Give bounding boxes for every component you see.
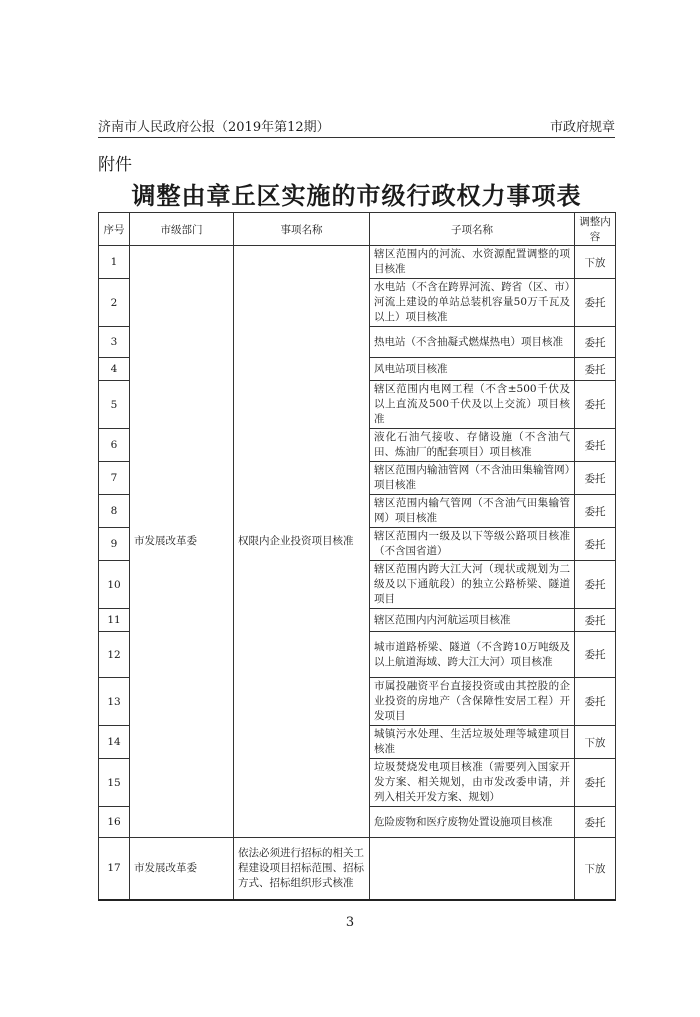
adjustment-cell: 委托 [575, 279, 616, 327]
row-number: 12 [99, 632, 130, 678]
col-header-no: 序号 [99, 213, 130, 246]
table-row [99, 838, 616, 900]
document-title: 调整由章丘区实施的市级行政权力事项表 [131, 181, 582, 210]
powers-table [98, 212, 616, 901]
subitem-cell: 辖区范围内电网工程（不含±500千伏及以上直流及500千伏及以上交流）项目核准 [370, 381, 575, 429]
subitem-cell: 热电站（不含抽凝式燃煤热电）项目核准 [370, 327, 575, 358]
subitem-cell: 垃圾焚烧发电项目核准（需要列入国家开发方案、相关规划，由市发改委申请，并列入相关开发方案、规划） [370, 759, 575, 807]
adjustment-cell: 委托 [575, 381, 616, 429]
adjustment-cell: 委托 [575, 807, 616, 838]
col-header-subitem: 子项名称 [370, 213, 575, 246]
row-number: 9 [99, 528, 130, 561]
row-number: 4 [99, 358, 130, 381]
adjustment-cell: 委托 [575, 632, 616, 678]
adjustment-cell: 委托 [575, 495, 616, 528]
header-section: 市政府规章 [549, 120, 615, 135]
subitem-cell: 辖区范围内内河航运项目核准 [370, 609, 575, 632]
adjustment-cell: 下放 [575, 838, 616, 900]
subitem-cell: 辖区范围内一级及以下等级公路项目核准（不含国省道） [370, 528, 575, 561]
col-header-adjustment: 调整内容 [575, 213, 616, 246]
row-number: 3 [99, 327, 130, 358]
subitem-cell: 辖区范围内的河流、水资源配置调整的项目核准 [370, 246, 575, 279]
row-number: 5 [99, 381, 130, 429]
subitem-cell: 城市道路桥梁、隧道（不含跨10万吨级及以上航道海域、跨大江大河）项目核准 [370, 632, 575, 678]
page-number: 3 [345, 915, 355, 930]
item-name-cell: 依法必须进行招标的相关工程建设项目招标范围、招标方式、招标组织形式核准 [234, 838, 370, 900]
row-number: 17 [99, 838, 130, 900]
subitem-cell [370, 838, 575, 900]
adjustment-cell: 委托 [575, 528, 616, 561]
adjustment-cell: 下放 [575, 246, 616, 279]
col-header-department: 市级部门 [130, 213, 234, 246]
adjustment-cell: 委托 [575, 327, 616, 358]
header-publication: 济南市人民政府公报（2019年第12期） [98, 120, 330, 135]
row-number: 15 [99, 759, 130, 807]
department-cell: 市发展改革委 [130, 246, 234, 838]
table-body [99, 246, 616, 900]
page-header [98, 113, 615, 135]
subitem-cell: 辖区范围内输油管网（不含油田集输管网）项目核准 [370, 462, 575, 495]
col-header-item: 事项名称 [234, 213, 370, 246]
item-name-cell: 权限内企业投资项目核准 [234, 246, 370, 838]
adjustment-cell: 委托 [575, 609, 616, 632]
subitem-cell: 风电站项目核准 [370, 358, 575, 381]
row-number: 7 [99, 462, 130, 495]
subitem-cell: 城镇污水处理、生活垃圾处理等城建项目核准 [370, 726, 575, 759]
subitem-cell: 水电站（不含在跨界河流、跨省（区、市）河流上建设的单站总装机容量50万千瓦及以上）项目核准 [370, 279, 575, 327]
row-number: 2 [99, 279, 130, 327]
header-rule [98, 137, 615, 138]
adjustment-cell: 委托 [575, 429, 616, 462]
table-row [99, 246, 616, 279]
subitem-cell: 危险废物和医疗废物处置设施项目核准 [370, 807, 575, 838]
adjustment-cell: 委托 [575, 759, 616, 807]
row-number: 6 [99, 429, 130, 462]
department-cell: 市发展改革委 [130, 838, 234, 900]
subitem-cell: 辖区范围内输气管网（不含油气田集输管网）项目核准 [370, 495, 575, 528]
adjustment-cell: 委托 [575, 462, 616, 495]
adjustment-cell: 委托 [575, 358, 616, 381]
row-number: 11 [99, 609, 130, 632]
adjustment-cell: 委托 [575, 561, 616, 609]
subitem-cell: 市属投融资平台直接投资或由其控股的企业投资的房地产（含保障性安居工程）开发项目 [370, 678, 575, 726]
attachment-label: 附件 [98, 155, 132, 175]
row-number: 16 [99, 807, 130, 838]
subitem-cell: 辖区范围内跨大江大河（现状或规划为二级及以下通航段）的独立公路桥梁、隧道项目 [370, 561, 575, 609]
subitem-cell: 液化石油气接收、存储设施（不含油气田、炼油厂的配套项目）项目核准 [370, 429, 575, 462]
row-number: 13 [99, 678, 130, 726]
row-number: 10 [99, 561, 130, 609]
table-header-row [99, 213, 616, 246]
row-number: 8 [99, 495, 130, 528]
adjustment-cell: 委托 [575, 678, 616, 726]
row-number: 14 [99, 726, 130, 759]
row-number: 1 [99, 246, 130, 279]
adjustment-cell: 下放 [575, 726, 616, 759]
